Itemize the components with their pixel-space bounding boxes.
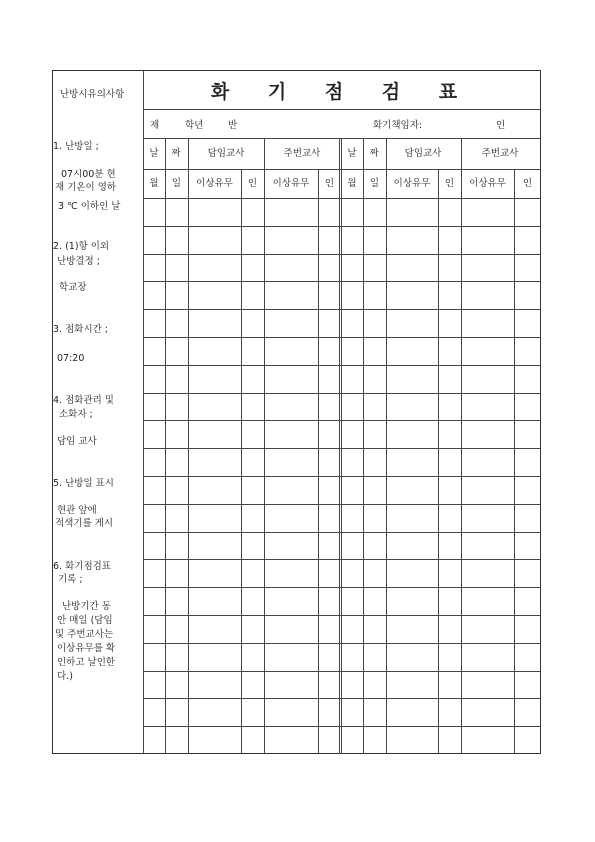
notes-line: 2. (1)항 이외 bbox=[53, 241, 110, 252]
class-label: 반 bbox=[228, 120, 238, 131]
notes-heading: 난방시유의사항 bbox=[60, 89, 125, 100]
column-header-sub: 월 bbox=[149, 178, 159, 189]
column-divider bbox=[341, 138, 342, 754]
column-header-top: 주번교사 bbox=[481, 148, 519, 159]
notes-line: 소화자 ; bbox=[59, 409, 93, 420]
notes-line: 6. 화기점검표 bbox=[53, 561, 111, 572]
notes-line: 적색기를 게시 bbox=[55, 518, 114, 529]
column-header-sub: 이상유무 bbox=[469, 178, 506, 189]
notes-divider bbox=[143, 70, 144, 754]
notes-line: 5. 난방일 표시 bbox=[53, 478, 114, 489]
notes-line: 현관 앞에 bbox=[57, 505, 97, 516]
column-header-top: 담임교사 bbox=[404, 148, 442, 159]
table-row-line bbox=[143, 476, 541, 477]
column-divider bbox=[363, 138, 364, 754]
notes-line: 학교장 bbox=[59, 282, 87, 293]
table-row-line bbox=[143, 448, 541, 449]
sub-column-divider bbox=[438, 169, 439, 754]
top-header-divider bbox=[143, 169, 541, 170]
column-header-top: 짜 bbox=[369, 148, 379, 159]
column-header-top: 날 bbox=[347, 148, 357, 159]
column-header-top: 짜 bbox=[171, 148, 181, 159]
column-header-top: 주번교사 bbox=[283, 148, 321, 159]
notes-line: 07:20 bbox=[57, 353, 85, 364]
column-divider bbox=[386, 138, 387, 754]
table-row-line bbox=[143, 309, 541, 310]
notes-line: 안 매일 (담임 bbox=[57, 615, 113, 626]
notes-line: 이상유무를 확 bbox=[57, 643, 116, 654]
form-frame bbox=[52, 70, 541, 754]
column-header-sub: 일 bbox=[171, 178, 182, 189]
fire-manager-label: 화기책임자: bbox=[373, 120, 423, 131]
table-row-line bbox=[143, 226, 541, 227]
sub-column-divider bbox=[318, 169, 319, 754]
table-row-line bbox=[143, 726, 541, 727]
notes-line: 기록 ; bbox=[58, 574, 83, 585]
notes-line: 및 주번교사는 bbox=[55, 629, 114, 640]
table-row-line bbox=[143, 254, 541, 255]
column-header-top: 담임교사 bbox=[207, 148, 245, 159]
notes-line: 3. 점화시간 ; bbox=[53, 324, 109, 335]
grade-label: 학년 bbox=[185, 120, 204, 131]
table-row-line bbox=[143, 643, 541, 644]
table-row-line bbox=[143, 420, 541, 421]
column-divider bbox=[188, 138, 189, 754]
table-row-line bbox=[143, 281, 541, 282]
table-row-line bbox=[143, 337, 541, 338]
table-row-line bbox=[143, 198, 541, 199]
table-row-line bbox=[143, 504, 541, 505]
grade-prefix: 제 bbox=[150, 120, 160, 131]
half-divider bbox=[339, 138, 340, 754]
column-header-sub: 일 bbox=[369, 178, 380, 189]
table-row-line bbox=[143, 393, 541, 394]
column-header-sub: 인 bbox=[247, 178, 258, 189]
notes-line: 다.) bbox=[57, 671, 73, 682]
column-header-sub: 이상유무 bbox=[393, 178, 431, 189]
table-row-line bbox=[143, 671, 541, 672]
column-divider bbox=[165, 138, 166, 754]
notes-line: 1. 난방일 ; bbox=[53, 141, 99, 152]
column-header-sub: 인 bbox=[324, 178, 335, 189]
title-divider bbox=[143, 109, 541, 110]
notes-line: 인하고 날인한 bbox=[57, 657, 116, 668]
column-header-top: 날 bbox=[149, 148, 159, 159]
notes-line: 07시00분 현 bbox=[61, 169, 116, 180]
page-title: 화 기 점 검 표 bbox=[210, 81, 474, 103]
table-row-line bbox=[143, 559, 541, 560]
seal-label: 인 bbox=[496, 120, 506, 131]
column-header-sub: 월 bbox=[347, 178, 357, 189]
notes-line: 재 기온이 영하 bbox=[55, 182, 117, 193]
notes-line: 4. 점화관리 및 bbox=[53, 395, 114, 406]
column-header-sub: 이상유무 bbox=[272, 178, 310, 189]
column-header-sub: 이상유무 bbox=[196, 178, 233, 189]
notes-line: 3 ℃ 이하인 날 bbox=[58, 201, 121, 212]
column-header-sub: 인 bbox=[522, 178, 533, 189]
column-divider bbox=[461, 138, 462, 754]
table-row-line bbox=[143, 698, 541, 699]
column-header-sub: 인 bbox=[444, 178, 455, 189]
table-row-line bbox=[143, 615, 541, 616]
notes-line: 난방기간 동 bbox=[62, 601, 111, 612]
header-divider bbox=[143, 138, 541, 139]
column-divider bbox=[264, 138, 265, 754]
notes-line: 담임 교사 bbox=[57, 436, 97, 447]
table-row-line bbox=[143, 532, 541, 533]
notes-line: 난방결정 ; bbox=[57, 256, 100, 267]
table-row-line bbox=[143, 365, 541, 366]
sub-column-divider bbox=[514, 169, 515, 754]
table-row-line bbox=[143, 587, 541, 588]
sub-column-divider bbox=[241, 169, 242, 754]
